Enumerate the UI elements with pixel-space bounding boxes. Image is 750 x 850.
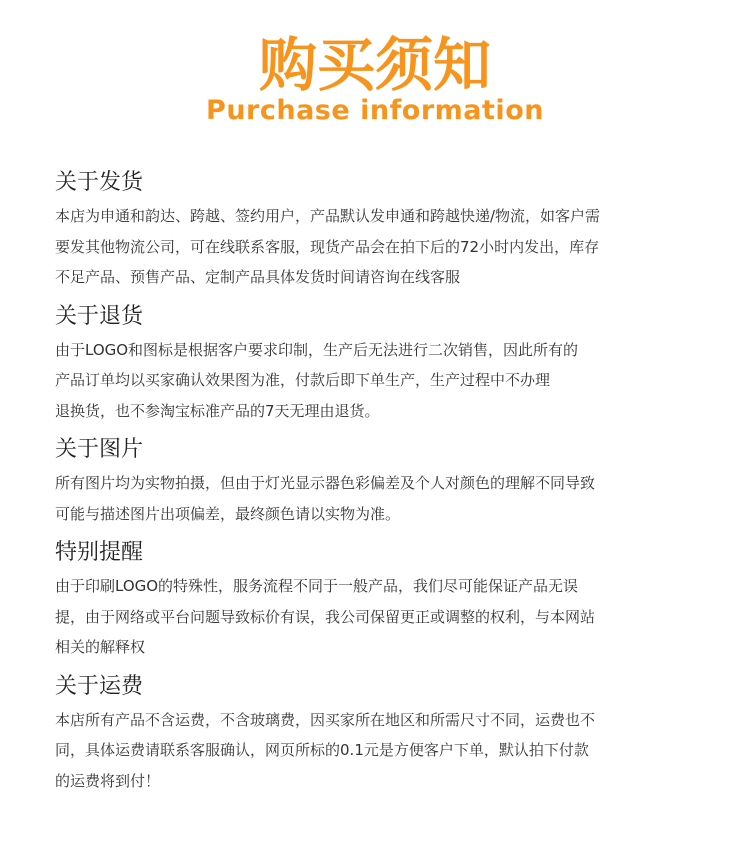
section-text-line: 同，具体运费请联系客服确认，网页所标的0.1元是方便客户下单，默认拍下付款 bbox=[55, 741, 589, 759]
section-title: 关于退货 bbox=[55, 303, 144, 329]
section-special-notice bbox=[55, 537, 725, 663]
section-images bbox=[55, 434, 725, 529]
section-returns bbox=[55, 301, 725, 427]
section-title: 关于发货 bbox=[55, 170, 144, 195]
page-subtitle: Purchase information bbox=[206, 95, 544, 126]
section-title: 关于图片 bbox=[55, 437, 144, 462]
section-text-line: 本店所有产品不含运费，不含玻璃费，因买家所在地区和所需尺寸不同，运费也不 bbox=[55, 710, 596, 729]
info-sections bbox=[55, 167, 725, 804]
section-shipping-fees bbox=[55, 671, 725, 797]
section-text-line: 退换货，也不参淘宝标准产品的7天无理由退货。 bbox=[55, 401, 380, 420]
section-text-line: 相关的解释权 bbox=[55, 638, 146, 656]
section-text-line: 本店为申通和韵达、跨越、签约用户，产品默认发申通和跨越快递/物流，如客户需 bbox=[55, 207, 601, 225]
page-header bbox=[0, 0, 750, 126]
section-shipping bbox=[55, 167, 725, 293]
section-text-line: 的运费将到付！ bbox=[55, 771, 161, 790]
section-text-line: 由于印刷LOGO的特殊性，服务流程不同于一般产品，我们尽可能保证产品无误 bbox=[55, 577, 579, 595]
section-text-line: 产品订单均以买家确认效果图为准，付款后即下单生产，生产过程中不办理 bbox=[55, 371, 551, 389]
section-text-line: 不足产品、预售产品、定制产品具体发货时间请咨询在线客服 bbox=[55, 268, 461, 286]
page-title: 购买须知 bbox=[258, 31, 491, 99]
section-text-line: 可能与描述图片出项偏差，最终颜色请以实物为准。 bbox=[55, 504, 401, 523]
section-text-line: 要发其他物流公司，可在线联系客服，现货产品会在拍下后的72小时内发出，库存 bbox=[55, 237, 600, 256]
section-text-line: 由于LOGO和图标是根据客户要求印制，生产后无法进行二次销售，因此所有的 bbox=[55, 340, 579, 359]
section-text-line: 所有图片均为实物拍摄，但由于灯光显示器色彩偏差及个人对颜色的理解不同导致 bbox=[55, 474, 596, 492]
section-title: 特别提醒 bbox=[55, 540, 144, 565]
section-title: 关于运费 bbox=[55, 673, 144, 699]
section-text-line: 提，由于网络或平台问题导致标价有误，我公司保留更正或调整的权利，与本网站 bbox=[55, 607, 596, 626]
